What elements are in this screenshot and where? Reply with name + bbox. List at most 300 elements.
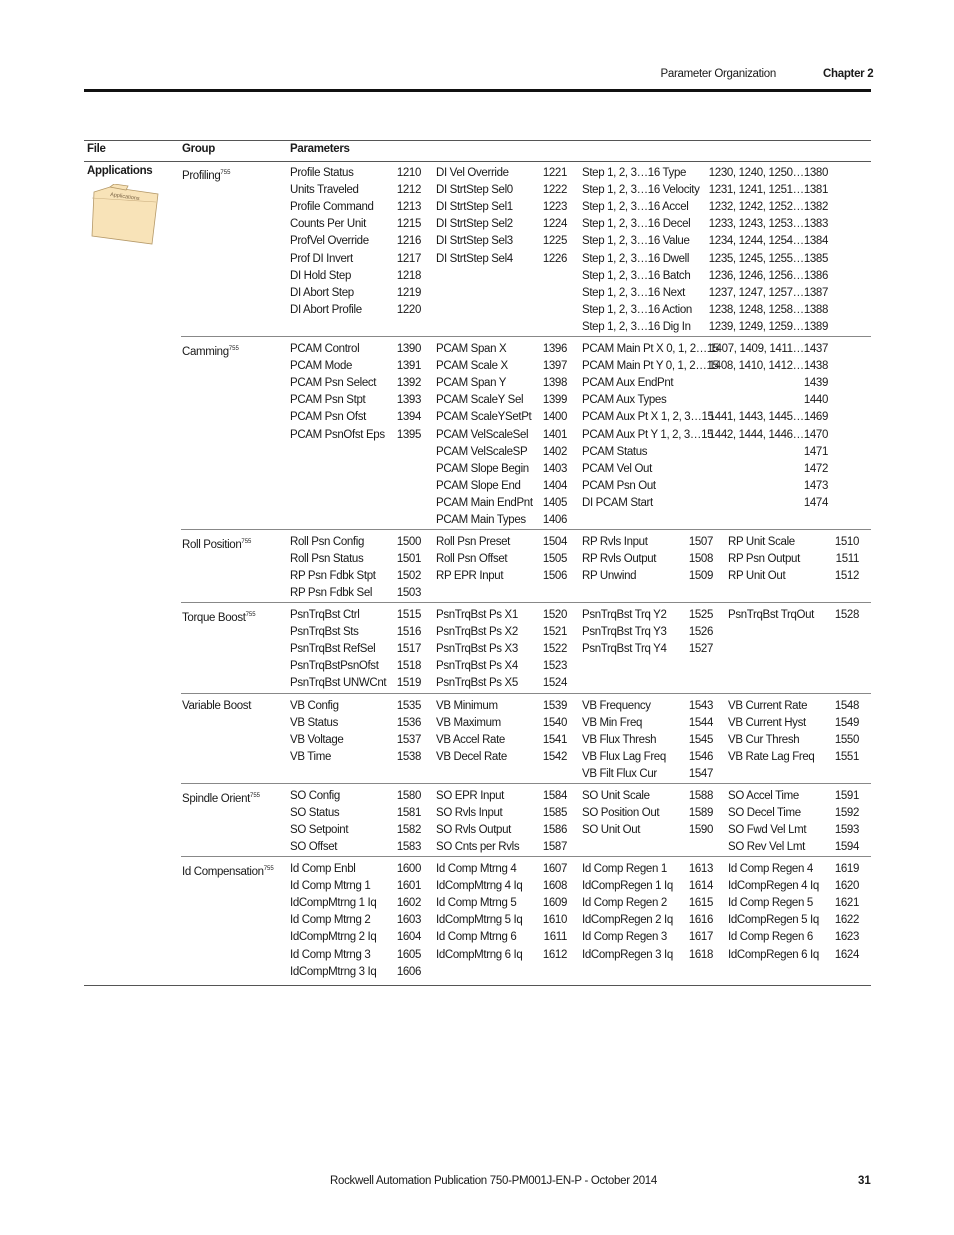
parameter-name: Counts Per Unit xyxy=(290,218,366,231)
parameter-name: VB Min Freq xyxy=(582,717,643,730)
parameter-number: 1517 xyxy=(396,643,421,656)
parameter-number: 1392 xyxy=(396,377,421,390)
column-header-group: Group xyxy=(182,143,215,155)
parameter-name: Units Traveled xyxy=(290,184,359,197)
folder-icon xyxy=(88,184,160,255)
parameter-number: 1583 xyxy=(396,841,421,854)
parameter-number: 1610 xyxy=(542,914,567,927)
parameter-name: PCAM Psn Out xyxy=(582,479,656,492)
parameter-number: 1605 xyxy=(396,948,421,961)
parameter-number: 1220 xyxy=(396,303,421,316)
parameter-name: PsnTrqBst Ps X3 xyxy=(436,643,518,656)
parameter-name: RP Psn Fdbk Sel xyxy=(290,587,373,600)
parameter-name: PCAM Vel Out xyxy=(582,462,652,475)
parameter-name: Step 1, 2, 3…16 Next xyxy=(582,286,685,299)
parameter-name: IdCompMtrng 4 Iq xyxy=(436,880,523,893)
parameter-name: Prof DI Invert xyxy=(290,252,353,265)
parameter-name: PCAM Slope Begin xyxy=(436,462,529,475)
parameter-name: PCAM ScaleY Sel xyxy=(436,394,524,407)
parameter-name: PCAM Main EndPnt xyxy=(436,496,533,509)
parameter-number: 1505 xyxy=(542,553,567,566)
parameter-name: RP Unit Scale xyxy=(728,536,795,548)
group-separator xyxy=(181,602,871,603)
parameter-name: IdCompRegen 5 Iq xyxy=(728,914,819,927)
parameter-number: 1238, 1248, 1258…1388 xyxy=(708,303,828,316)
parameter-name: VB Flux Lag Freq xyxy=(582,751,666,764)
product-superscript: 755 xyxy=(220,170,231,176)
parameter-name: PsnTrqBst UNWCnt xyxy=(290,677,387,690)
parameter-number: 1593 xyxy=(834,824,859,837)
table-top-rule xyxy=(84,140,871,141)
group-separator xyxy=(181,783,871,784)
parameter-number: 1506 xyxy=(542,570,567,583)
parameter-name: Id Comp Regen 5 xyxy=(728,897,813,910)
product-superscript: 755 xyxy=(241,539,252,545)
parameter-number: 1232, 1242, 1252…1382 xyxy=(708,201,828,214)
parameter-number: 1550 xyxy=(834,734,859,747)
parameter-number: 1527 xyxy=(688,643,713,656)
parameter-name: SO Rev Vel Lmt xyxy=(728,841,805,854)
group-separator xyxy=(181,336,871,337)
group-name-text: Spindle Orient xyxy=(182,793,250,805)
parameter-number: 1472 xyxy=(803,462,828,475)
parameter-number: 1624 xyxy=(834,948,859,961)
parameter-number: 1526 xyxy=(688,626,713,639)
parameter-number: 1512 xyxy=(834,570,859,583)
parameter-number: 1522 xyxy=(542,643,567,656)
table-bottom-rule xyxy=(84,985,871,986)
parameter-name: VB Accel Rate xyxy=(436,734,505,747)
parameter-name: Step 1, 2, 3…16 Action xyxy=(582,303,692,316)
parameter-name: VB Config xyxy=(290,700,339,712)
parameter-name: PCAM VelScaleSP xyxy=(436,445,528,458)
group-name xyxy=(182,534,251,554)
column-header-file: File xyxy=(87,143,106,155)
parameter-number: 1546 xyxy=(688,751,713,764)
parameter-number: 1504 xyxy=(542,536,567,548)
parameter-name: Id Comp Mtrng 5 xyxy=(436,897,517,910)
parameter-name: Roll Psn Preset xyxy=(436,536,511,548)
running-header-chapter: Chapter 2 xyxy=(823,68,874,80)
parameter-number: 1620 xyxy=(834,880,859,893)
parameter-number: 1618 xyxy=(688,948,713,961)
parameter-name: PsnTrqBst RefSel xyxy=(290,643,376,656)
parameter-number: 1234, 1244, 1254…1384 xyxy=(708,235,828,248)
parameter-name: RP Rvls Output xyxy=(582,553,657,566)
parameter-number: 1602 xyxy=(396,897,421,910)
parameter-number: 1441, 1443, 1445…1469 xyxy=(708,411,828,424)
parameter-name: PsnTrqBst Ctrl xyxy=(290,609,360,621)
parameter-name: IdCompMtrng 5 Iq xyxy=(436,914,523,927)
parameter-name: RP Psn Output xyxy=(728,553,800,566)
parameter-number: 1544 xyxy=(688,717,713,730)
parameter-number: 1221 xyxy=(542,167,567,179)
parameter-name: VB Current Hyst xyxy=(728,717,806,730)
parameter-name: Roll Psn Status xyxy=(290,553,364,566)
parameter-name: SO Rvls Input xyxy=(436,807,503,820)
parameter-number: 1548 xyxy=(834,700,859,712)
parameter-name: Id Comp Regen 2 xyxy=(582,897,667,910)
parameter-number: 1535 xyxy=(396,700,421,712)
parameter-name: PCAM Aux Types xyxy=(582,394,667,407)
parameter-name: PCAM Mode xyxy=(290,360,353,373)
parameter-number: 1585 xyxy=(542,807,567,820)
parameter-number: 1551 xyxy=(834,751,859,764)
parameter-number: 1239, 1249, 1259…1389 xyxy=(708,320,828,333)
parameter-number: 1390 xyxy=(396,343,421,355)
parameter-name: RP Rvls Input xyxy=(582,536,648,548)
parameter-number: 1549 xyxy=(834,717,859,730)
parameter-name: PCAM Main Pt X 0, 1, 2…15 xyxy=(582,343,719,355)
parameter-name: SO Setpoint xyxy=(290,824,349,837)
product-superscript: 755 xyxy=(263,866,274,872)
parameter-number: 1609 xyxy=(542,897,567,910)
parameter-number: 1547 xyxy=(688,768,713,781)
group-separator xyxy=(181,693,871,694)
parameter-name: IdCompRegen 3 Iq xyxy=(582,948,673,961)
parameter-name: Step 1, 2, 3…16 Velocity xyxy=(582,184,700,197)
parameter-name: PCAM Control xyxy=(290,343,360,355)
parameter-name: SO EPR Input xyxy=(436,790,505,802)
parameter-number: 1399 xyxy=(542,394,567,407)
parameter-name: SO Accel Time xyxy=(728,790,799,802)
parameter-number: 1397 xyxy=(542,360,567,373)
parameter-name: DI StrtStep Sel2 xyxy=(436,218,513,231)
parameter-name: PsnTrqBst Trq Y4 xyxy=(582,643,667,656)
parameter-number: 1471 xyxy=(803,445,828,458)
parameter-name: DI StrtStep Sel4 xyxy=(436,252,513,265)
group-name-text: Id Compensation xyxy=(182,866,264,878)
parameter-name: SO Rvls Output xyxy=(436,824,511,837)
parameter-name: Step 1, 2, 3…16 Batch xyxy=(582,269,691,282)
parameter-number: 1601 xyxy=(396,880,421,893)
parameter-number: 1608 xyxy=(542,880,567,893)
parameter-number: 1217 xyxy=(396,252,421,265)
parameter-name: PCAM Main Types xyxy=(436,514,526,526)
parameter-name: PCAM Status xyxy=(582,445,648,458)
parameter-name: PCAM Psn Stpt xyxy=(290,394,366,407)
parameter-name: VB Minimum xyxy=(436,700,498,712)
parameter-number: 1621 xyxy=(834,897,859,910)
group-name xyxy=(182,341,239,361)
running-header-section: Parameter Organization xyxy=(660,68,776,80)
parameter-name: Id Comp Regen 3 xyxy=(582,931,667,944)
group-name xyxy=(182,788,260,808)
parameter-number: 1543 xyxy=(688,700,713,712)
parameter-name: DI StrtStep Sel3 xyxy=(436,235,513,248)
parameter-name: SO Offset xyxy=(290,841,338,854)
parameter-number: 1225 xyxy=(542,235,567,248)
page-number: 31 xyxy=(858,1175,871,1187)
parameter-number: 1519 xyxy=(396,677,421,690)
parameter-name: PCAM VelScaleSel xyxy=(436,428,529,441)
parameter-number: 1235, 1245, 1255…1385 xyxy=(708,252,828,265)
parameter-name: PsnTrqBst Ps X1 xyxy=(436,609,518,621)
parameter-number: 1226 xyxy=(542,252,567,265)
parameter-name: PsnTrqBstPsnOfst xyxy=(290,660,379,673)
parameter-number: 1215 xyxy=(396,218,421,231)
parameter-number: 1404 xyxy=(542,479,567,492)
parameter-number: 1613 xyxy=(688,863,713,875)
parameter-name: IdCompMtrng 3 Iq xyxy=(290,965,377,978)
parameter-name: SO Position Out xyxy=(582,807,660,820)
parameter-number: 1537 xyxy=(396,734,421,747)
parameter-name: Id Comp Regen 1 xyxy=(582,863,667,875)
parameter-name: SO Unit Out xyxy=(582,824,641,837)
parameter-number: 1606 xyxy=(396,965,421,978)
parameter-number: 1406 xyxy=(542,514,567,526)
parameter-number: 1213 xyxy=(396,201,421,214)
parameter-name: SO Cnts per Rvls xyxy=(436,841,520,854)
parameter-number: 1604 xyxy=(396,931,421,944)
parameter-name: VB Flux Thresh xyxy=(582,734,657,747)
parameter-name: PCAM ScaleYSetPt xyxy=(436,411,532,424)
parameter-number: 1617 xyxy=(688,931,713,944)
parameter-name: IdCompMtrng 6 Iq xyxy=(436,948,523,961)
parameter-number: 1603 xyxy=(396,914,421,927)
parameter-name: PCAM Psn Select xyxy=(290,377,377,390)
parameter-number: 1518 xyxy=(396,660,421,673)
parameter-name: VB Maximum xyxy=(436,717,501,730)
parameter-number: 1408, 1410, 1412…1438 xyxy=(708,360,828,373)
parameter-number: 1407, 1409, 1411…1437 xyxy=(709,343,828,355)
parameter-name: PCAM Aux EndPnt xyxy=(582,377,674,390)
parameter-name: IdCompRegen 1 Iq xyxy=(582,880,673,893)
header-rule xyxy=(84,89,871,92)
folder-tab-label: Applications xyxy=(109,192,140,203)
table-header-rule xyxy=(84,161,871,162)
parameter-number: 1591 xyxy=(834,790,859,802)
parameter-name: VB Filt Flux Cur xyxy=(582,768,657,781)
parameter-number: 1219 xyxy=(396,286,421,299)
parameter-name: PsnTrqBst Trq Y2 xyxy=(582,609,667,621)
parameter-number: 1539 xyxy=(542,700,567,712)
parameter-number: 1507 xyxy=(688,536,713,548)
parameter-name: RP EPR Input xyxy=(436,570,504,583)
parameter-number: 1473 xyxy=(803,479,828,492)
parameter-number: 1405 xyxy=(542,496,567,509)
parameter-number: 1398 xyxy=(542,377,567,390)
parameter-number: 1233, 1243, 1253…1383 xyxy=(708,218,828,231)
parameter-number: 1511 xyxy=(835,553,859,566)
parameter-name: Id Comp Mtrng 2 xyxy=(290,914,371,927)
parameter-name: PsnTrqBst Ps X2 xyxy=(436,626,518,639)
product-superscript: 755 xyxy=(245,612,256,618)
parameter-number: 1400 xyxy=(542,411,567,424)
parameter-number: 1584 xyxy=(542,790,567,802)
parameter-number: 1586 xyxy=(542,824,567,837)
parameter-name: DI StrtStep Sel1 xyxy=(436,201,513,214)
parameter-number: 1523 xyxy=(542,660,567,673)
parameter-number: 1592 xyxy=(834,807,859,820)
parameter-name: Step 1, 2, 3…16 Value xyxy=(582,235,690,248)
parameter-name: DI Abort Step xyxy=(290,286,354,299)
parameter-number: 1236, 1246, 1256…1386 xyxy=(708,269,828,282)
parameter-number: 1503 xyxy=(396,587,421,600)
parameter-name: Roll Psn Offset xyxy=(436,553,508,566)
parameter-name: Profile Command xyxy=(290,201,374,214)
parameter-number: 1589 xyxy=(688,807,713,820)
parameter-name: Profile Status xyxy=(290,167,354,179)
parameter-name: PCAM Span Y xyxy=(436,377,507,390)
parameter-name: PsnTrqBst Ps X5 xyxy=(436,677,518,690)
product-superscript: 755 xyxy=(228,346,239,352)
parameter-name: Step 1, 2, 3…16 Accel xyxy=(582,201,689,214)
group-name xyxy=(182,607,256,627)
parameter-name: Id Comp Regen 4 xyxy=(728,863,813,875)
parameter-name: PCAM Aux Pt Y 1, 2, 3…15 xyxy=(582,428,714,441)
parameter-number: 1230, 1240, 1250…1380 xyxy=(708,167,828,179)
group-name-text: Profiling xyxy=(182,170,221,182)
parameter-number: 1222 xyxy=(542,184,567,197)
parameter-name: PCAM Aux Pt X 1, 2, 3…15 xyxy=(582,411,714,424)
parameter-name: Id Comp Mtrng 6 xyxy=(436,931,517,944)
parameter-name: IdCompMtrng 1 Iq xyxy=(290,897,377,910)
parameter-number: 1590 xyxy=(688,824,713,837)
parameter-name: DI Vel Override xyxy=(436,167,509,179)
parameter-number: 1394 xyxy=(396,411,421,424)
parameter-number: 1510 xyxy=(834,536,859,548)
parameter-number: 1582 xyxy=(396,824,421,837)
parameter-number: 1607 xyxy=(542,863,567,875)
parameter-name: VB Time xyxy=(290,751,332,764)
parameter-number: 1541 xyxy=(542,734,567,747)
parameter-name: RP Unwind xyxy=(582,570,637,583)
parameter-number: 1393 xyxy=(396,394,421,407)
parameter-name: PsnTrqBst TrqOut xyxy=(728,609,815,621)
parameter-number: 1528 xyxy=(834,609,859,621)
parameter-number: 1536 xyxy=(396,717,421,730)
parameter-number: 1619 xyxy=(834,863,859,875)
parameter-number: 1223 xyxy=(542,201,567,214)
parameter-name: Id Comp Mtrng 1 xyxy=(290,880,371,893)
parameter-name: Id Comp Mtrng 3 xyxy=(290,948,371,961)
parameter-name: Step 1, 2, 3…16 Type xyxy=(582,167,687,179)
parameter-name: Step 1, 2, 3…16 Dig In xyxy=(582,320,691,333)
parameter-name: IdCompRegen 4 Iq xyxy=(728,880,819,893)
parameter-number: 1520 xyxy=(542,609,567,621)
parameter-number: 1524 xyxy=(542,677,567,690)
parameter-number: 1401 xyxy=(542,428,567,441)
parameter-name: SO Status xyxy=(290,807,340,820)
parameter-number: 1588 xyxy=(688,790,713,802)
parameter-name: Step 1, 2, 3…16 Decel xyxy=(582,218,691,231)
parameter-number: 1580 xyxy=(396,790,421,802)
parameter-number: 1500 xyxy=(396,536,421,548)
parameter-number: 1525 xyxy=(688,609,713,621)
parameter-name: DI StrtStep Sel0 xyxy=(436,184,513,197)
parameter-number: 1396 xyxy=(542,343,567,355)
parameter-number: 1237, 1247, 1257…1387 xyxy=(708,286,828,299)
parameter-name: Roll Psn Config xyxy=(290,536,365,548)
parameter-number: 1212 xyxy=(396,184,421,197)
group-separator xyxy=(181,529,871,530)
parameter-number: 1440 xyxy=(803,394,828,407)
parameter-name: PsnTrqBst Sts xyxy=(290,626,359,639)
parameter-name: PsnTrqBst Ps X4 xyxy=(436,660,518,673)
parameter-name: Id Comp Regen 6 xyxy=(728,931,813,944)
parameter-name: PCAM Scale X xyxy=(436,360,508,373)
parameter-name: PCAM Span X xyxy=(436,343,507,355)
parameter-number: 1509 xyxy=(688,570,713,583)
parameter-name: VB Rate Lag Freq xyxy=(728,751,815,764)
parameter-number: 1611 xyxy=(543,931,567,944)
parameter-name: PCAM Main Pt Y 0, 1, 2…15 xyxy=(582,360,719,373)
parameter-number: 1402 xyxy=(542,445,567,458)
parameter-number: 1581 xyxy=(396,807,421,820)
parameter-number: 1216 xyxy=(396,235,421,248)
parameter-number: 1395 xyxy=(396,428,421,441)
parameter-name: VB Frequency xyxy=(582,700,651,712)
group-name xyxy=(182,861,274,881)
parameter-number: 1474 xyxy=(803,496,828,509)
parameter-name: VB Cur Thresh xyxy=(728,734,800,747)
parameter-number: 1622 xyxy=(834,914,859,927)
parameter-name: SO Decel Time xyxy=(728,807,801,820)
group-name-text: Camming xyxy=(182,346,229,358)
parameter-name: SO Unit Scale xyxy=(582,790,650,802)
parameter-number: 1516 xyxy=(396,626,421,639)
parameter-number: 1501 xyxy=(396,553,421,566)
parameter-name: Id Comp Enbl xyxy=(290,863,356,875)
parameter-name: Id Comp Mtrng 4 xyxy=(436,863,517,875)
parameter-number: 1545 xyxy=(688,734,713,747)
parameter-number: 1587 xyxy=(542,841,567,854)
parameter-name: VB Status xyxy=(290,717,338,730)
parameter-name: SO Config xyxy=(290,790,340,802)
parameter-number: 1508 xyxy=(688,553,713,566)
parameter-number: 1231, 1241, 1251…1381 xyxy=(708,184,828,197)
parameter-number: 1615 xyxy=(688,897,713,910)
parameter-name: RP Psn Fdbk Stpt xyxy=(290,570,376,583)
parameter-name: Step 1, 2, 3…16 Dwell xyxy=(582,252,690,265)
parameter-number: 1515 xyxy=(396,609,421,621)
parameter-number: 1540 xyxy=(542,717,567,730)
column-header-parameters: Parameters xyxy=(290,143,350,155)
parameter-name: PCAM PsnOfst Eps xyxy=(290,428,385,441)
group-separator xyxy=(181,856,871,857)
parameter-number: 1594 xyxy=(834,841,859,854)
product-superscript: 755 xyxy=(249,793,260,799)
parameter-number: 1502 xyxy=(396,570,421,583)
parameter-number: 1614 xyxy=(688,880,713,893)
parameter-name: PCAM Psn Ofst xyxy=(290,411,366,424)
parameter-number: 1439 xyxy=(803,377,828,390)
group-name xyxy=(182,698,251,715)
parameter-name: DI Hold Step xyxy=(290,269,351,282)
parameter-number: 1521 xyxy=(542,626,567,639)
parameter-number: 1542 xyxy=(542,751,567,764)
parameter-name: PCAM Slope End xyxy=(436,479,521,492)
parameter-name: VB Decel Rate xyxy=(436,751,507,764)
parameter-name: DI Abort Profile xyxy=(290,303,362,316)
parameter-name: RP Unit Out xyxy=(728,570,786,583)
group-name-text: Roll Position xyxy=(182,539,242,551)
parameter-number: 1403 xyxy=(542,462,567,475)
group-name-text: Variable Boost xyxy=(182,700,252,712)
parameter-number: 1224 xyxy=(542,218,567,231)
parameter-name: IdCompRegen 2 Iq xyxy=(582,914,673,927)
parameter-number: 1210 xyxy=(396,167,421,179)
parameter-name: ProfVel Override xyxy=(290,235,369,248)
footer-publication: Rockwell Automation Publication 750-PM001J-EN-P - October 2014 xyxy=(330,1175,658,1187)
parameter-number: 1612 xyxy=(542,948,567,961)
parameter-name: VB Voltage xyxy=(290,734,344,747)
group-name xyxy=(182,165,230,185)
parameter-name: VB Current Rate xyxy=(728,700,808,712)
parameter-name: DI PCAM Start xyxy=(582,496,653,509)
parameter-number: 1616 xyxy=(688,914,713,927)
